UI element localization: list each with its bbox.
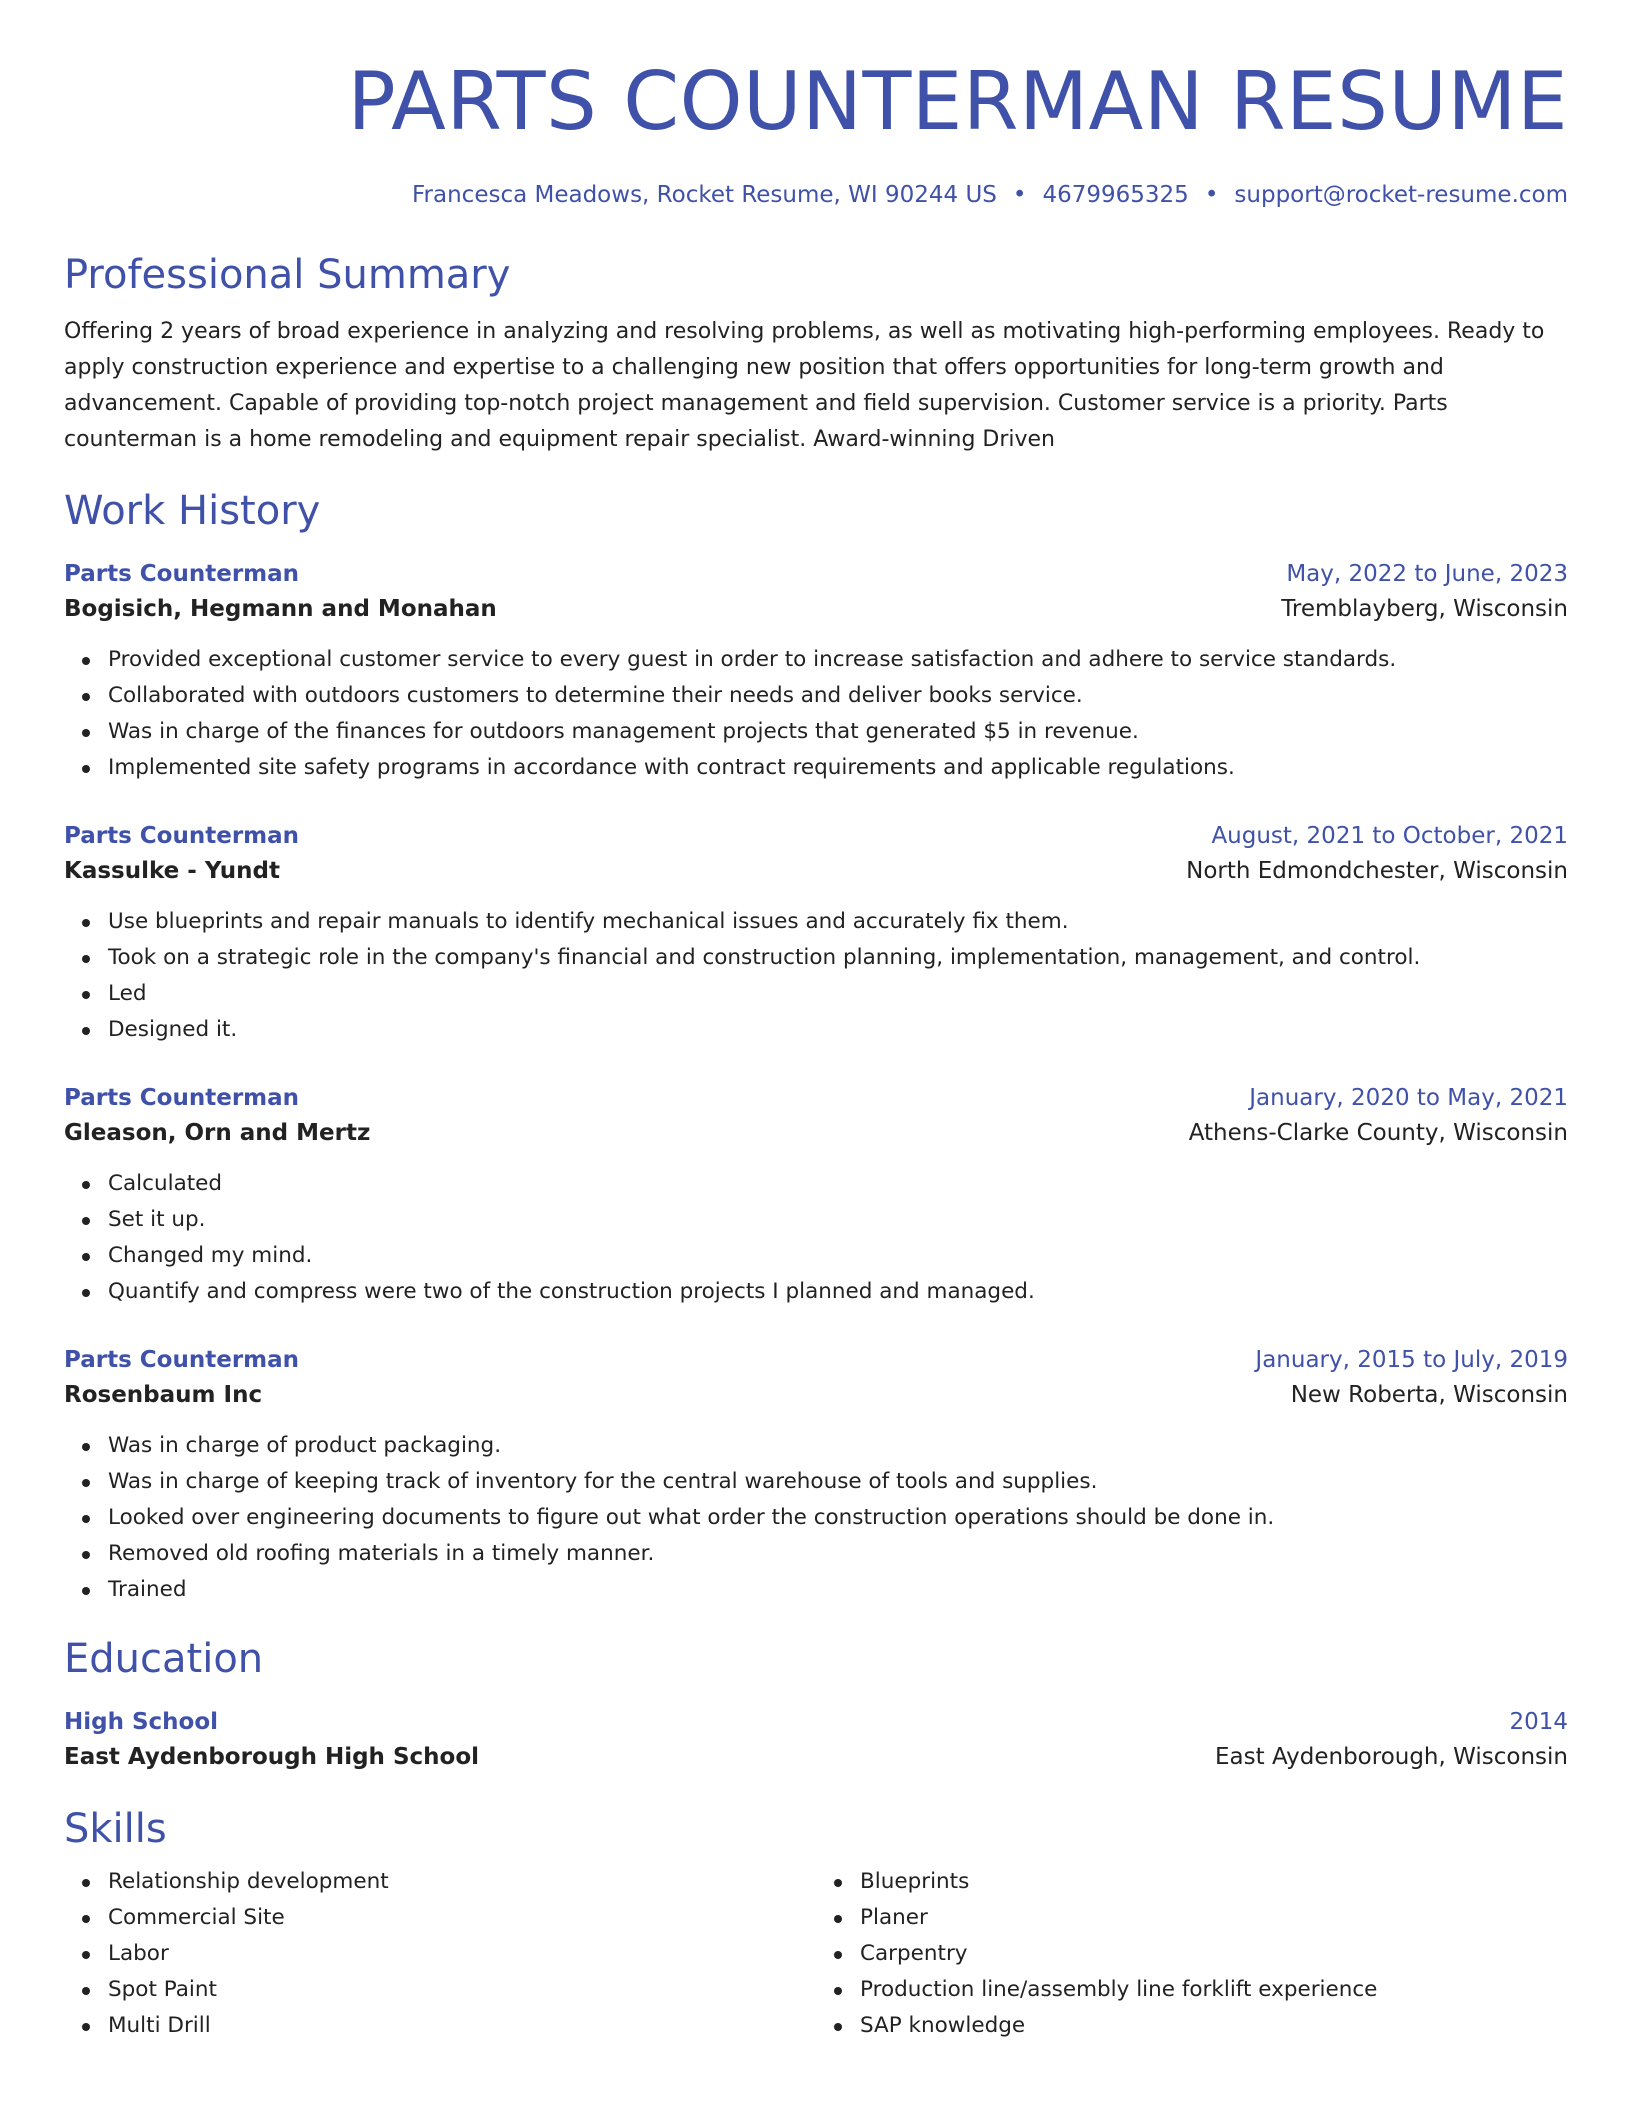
employer-name: Bogisich, Hegmann and Monahan — [64, 596, 497, 622]
summary-text: Offering 2 years of broad experience in analyzing and resolving problems, as well as motivating high-performing employees. Ready to apply construction experience and expertise to a challenging new position that offers opportunities for long-term growth and advancement. Capable of providing top-notch project management and field supervision. Customer service is a priority. Parts counterman is a home remodeling and equipment repair specialist. Award-winning Driven — [64, 319, 1545, 452]
list-item: Spot Paint — [108, 1972, 816, 2008]
job-location: New Roberta, Wisconsin — [1290, 1382, 1568, 1408]
contact-email: support@rocket-resume.com — [1234, 182, 1568, 208]
list-item: Commercial Site — [108, 1900, 816, 1936]
list-item: Looked over engineering documents to figure out what order the construction operations should be done in. — [108, 1500, 1568, 1536]
job-bullets — [64, 904, 1568, 1048]
work-history-section — [64, 486, 1568, 1608]
job-entry — [64, 1344, 1568, 1608]
list-item: Was in charge of the finances for outdoors management projects that generated $5 in revenue. — [108, 714, 1568, 750]
list-item: Relationship development — [108, 1864, 816, 1900]
list-item: Calculated — [108, 1166, 1568, 1202]
list-item: Changed my mind. — [108, 1238, 1568, 1274]
job-location: Athens-Clarke County, Wisconsin — [1188, 1120, 1568, 1146]
list-item: Production line/assembly line forklift experience — [860, 1972, 1568, 2008]
section-heading: Skills — [64, 1806, 167, 1852]
professional-summary-section — [64, 250, 1568, 458]
list-item: Multi Drill — [108, 2008, 816, 2044]
list-item: Designed it. — [108, 1012, 1568, 1048]
resume-title: PARTS COUNTERMAN RESUME — [347, 55, 1568, 148]
resume-header — [64, 0, 1568, 210]
employer-name: Kassulke - Yundt — [64, 858, 281, 884]
job-dates: January, 2020 to May, 2021 — [1249, 1085, 1568, 1111]
employer-name: Gleason, Orn and Mertz — [64, 1120, 371, 1146]
skills-section — [64, 1804, 1568, 2044]
skills-columns — [64, 1864, 1568, 2044]
job-entry — [64, 558, 1568, 786]
degree: High School — [64, 1709, 219, 1735]
contact-separator: • — [1204, 182, 1219, 208]
job-title: Parts Counterman — [64, 1347, 300, 1373]
list-item: Collaborated with outdoors customers to determine their needs and deliver books service. — [108, 678, 1568, 714]
job-title: Parts Counterman — [64, 561, 300, 587]
contact-separator: • — [1012, 182, 1027, 208]
job-location: Tremblayberg, Wisconsin — [1281, 596, 1568, 622]
list-item: Took on a strategic role in the company's financial and construction planning, implementation, management, and control. — [108, 940, 1568, 976]
list-item: Implemented site safety programs in accordance with contract requirements and applicable regulations. — [108, 750, 1568, 786]
employer-name: Rosenbaum Inc — [64, 1382, 263, 1408]
list-item: Removed old roofing materials in a timely manner. — [108, 1536, 1568, 1572]
job-dates: August, 2021 to October, 2021 — [1211, 823, 1568, 849]
job-bullets — [64, 642, 1568, 786]
school-location: East Aydenborough, Wisconsin — [1215, 1744, 1568, 1770]
resume-page — [64, 0, 1568, 2044]
list-item: Led — [108, 976, 1568, 1012]
section-heading: Work History — [64, 488, 321, 534]
contact-address: Francesca Meadows, Rocket Resume, WI 90244 US — [411, 182, 997, 208]
list-item: Provided exceptional customer service to every guest in order to increase satisfaction and adhere to service standards. — [108, 642, 1568, 678]
list-item: Quantify and compress were two of the construction projects I planned and managed. — [108, 1274, 1568, 1310]
school-name: East Aydenborough High School — [64, 1744, 479, 1770]
education-section — [64, 1634, 1568, 1776]
list-item: Was in charge of product packaging. — [108, 1428, 1568, 1464]
education-entry — [64, 1706, 1568, 1776]
skills-list-left — [64, 1864, 816, 2044]
list-item: Labor — [108, 1936, 816, 1972]
job-dates: January, 2015 to July, 2019 — [1255, 1347, 1568, 1373]
job-entry — [64, 820, 1568, 1048]
skills-list-right — [816, 1864, 1568, 2044]
job-dates: May, 2022 to June, 2023 — [1286, 561, 1568, 587]
list-item: Set it up. — [108, 1202, 1568, 1238]
contact-line — [64, 180, 1568, 210]
list-item: Carpentry — [860, 1936, 1568, 1972]
job-title: Parts Counterman — [64, 823, 300, 849]
list-item: Planer — [860, 1900, 1568, 1936]
list-item: Use blueprints and repair manuals to identify mechanical issues and accurately fix them. — [108, 904, 1568, 940]
job-location: North Edmondchester, Wisconsin — [1186, 858, 1568, 884]
job-bullets — [64, 1428, 1568, 1608]
list-item: SAP knowledge — [860, 2008, 1568, 2044]
job-title: Parts Counterman — [64, 1085, 300, 1111]
graduation-year: 2014 — [1509, 1709, 1568, 1735]
job-entry — [64, 1082, 1568, 1310]
list-item: Blueprints — [860, 1864, 1568, 1900]
list-item: Trained — [108, 1572, 1568, 1608]
section-heading: Education — [64, 1636, 264, 1682]
list-item: Was in charge of keeping track of inventory for the central warehouse of tools and supplies. — [108, 1464, 1568, 1500]
job-bullets — [64, 1166, 1568, 1310]
section-heading: Professional Summary — [64, 252, 511, 298]
contact-phone: 4679965325 — [1042, 182, 1189, 208]
